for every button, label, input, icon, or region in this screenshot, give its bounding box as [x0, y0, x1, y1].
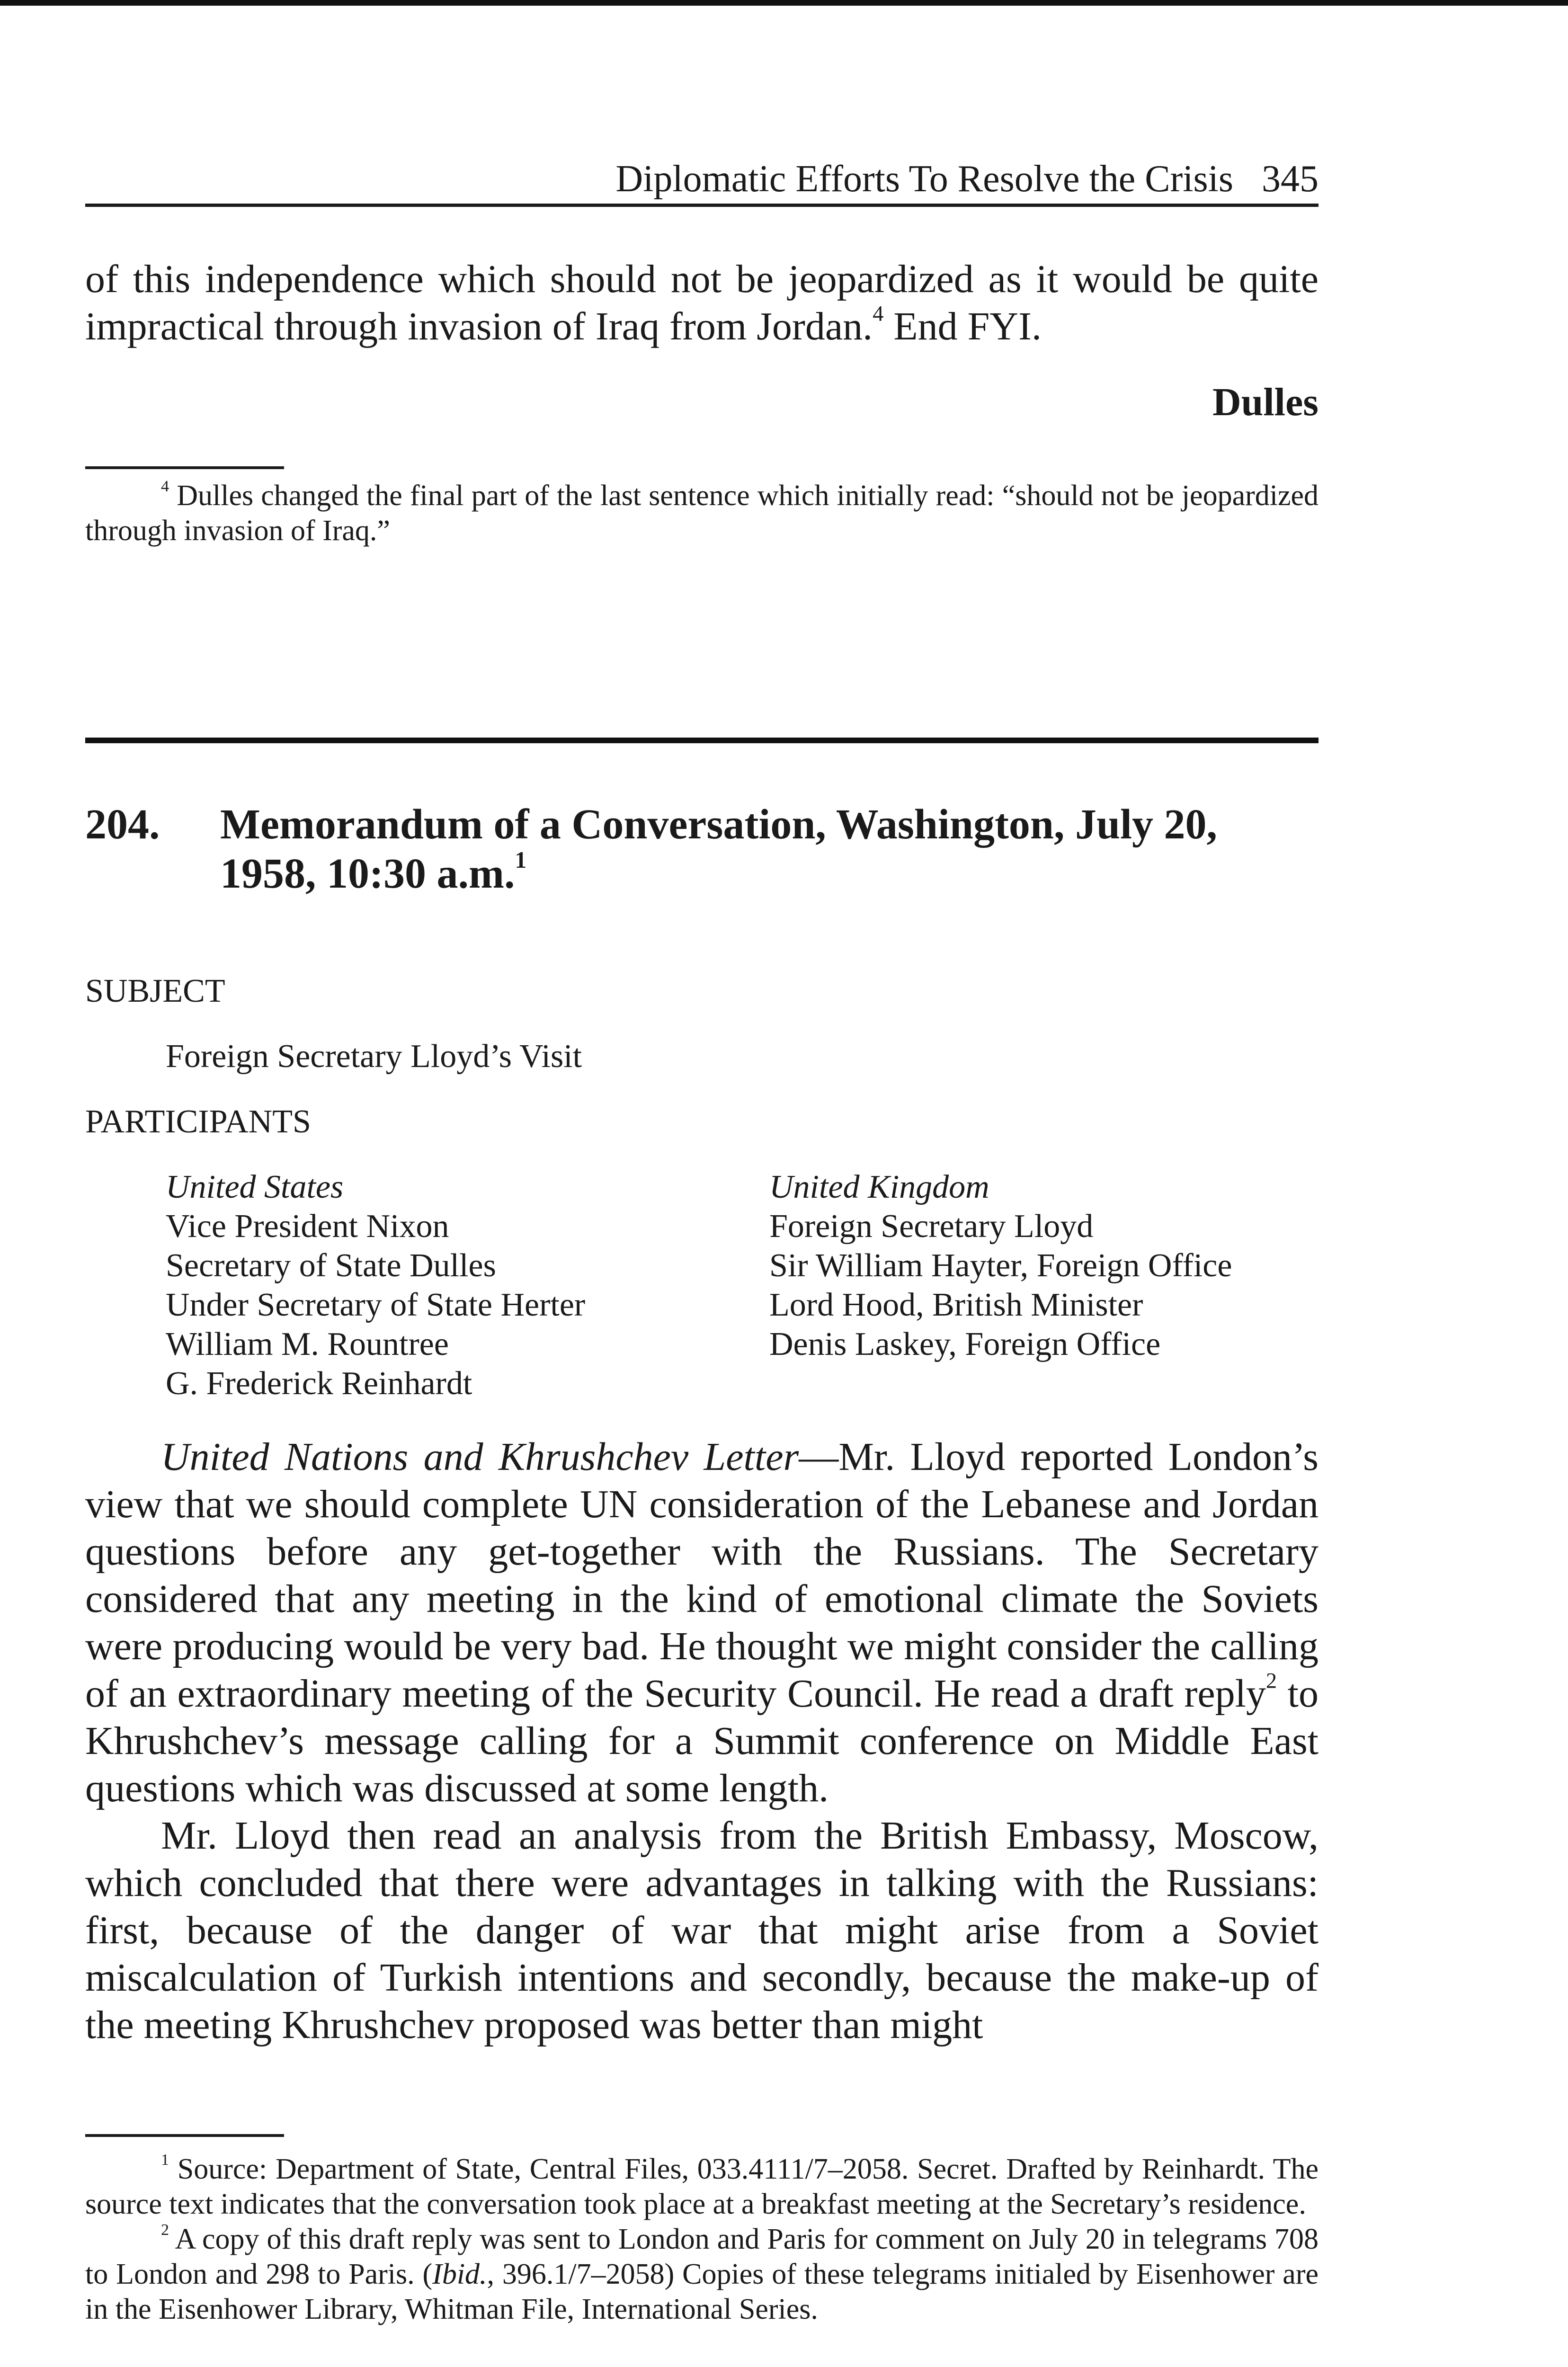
- participants-label: PARTICIPANTS: [85, 1103, 311, 1140]
- participants-uk: [769, 1167, 1232, 1403]
- participant: Lord Hood, British Minister: [769, 1287, 1143, 1323]
- participants-us: [166, 1167, 769, 1403]
- document-heading: [85, 800, 1319, 899]
- participants-list: [166, 1167, 1319, 1403]
- document-title: Memorandum of a Conversation, Washington, July 20, 1958, 10:30 a.m.: [220, 801, 1218, 897]
- signature-dulles: Dulles: [1212, 380, 1319, 424]
- paragraph-1-part-a: —Mr. Lloyd reported London’s view that we should complete UN consideration of the Lebanese and Jordan questions before any get-together with the Russians. The Secretary considered that any meeting in the kind of emotional climate the Soviets were producing would be very bad. He thought we might consider the calling of an extraordinary meeting of the Security Council. He read a draft reply: [85, 1435, 1319, 1716]
- participant: Secretary of State Dulles: [166, 1247, 496, 1284]
- footnote-2-ibid: Ibid.: [432, 2258, 487, 2290]
- footnote-rule-top: [85, 466, 284, 469]
- end-fyi: End FYI.: [883, 304, 1042, 348]
- title-footnote-ref: 1: [515, 846, 527, 873]
- participant: Foreign Secretary Lloyd: [769, 1208, 1094, 1245]
- footnote-ref-2: 2: [1265, 1668, 1277, 1693]
- footnote-2-mark: 2: [161, 2221, 169, 2239]
- participant: Sir William Hayter, Foreign Office: [769, 1247, 1232, 1284]
- footnote-ref-4: 4: [873, 301, 884, 326]
- participant: William M. Rountree: [166, 1326, 449, 1362]
- subject-label: SUBJECT: [85, 973, 225, 1009]
- continued-text-body: of this independence which should not be jeopardized as it would be quite impractical through invasion of Iraq from Jordan.: [85, 257, 1319, 348]
- page-number: 345: [1262, 158, 1319, 200]
- footnote-4: [85, 478, 1319, 548]
- us-heading: United States: [166, 1169, 344, 1205]
- paragraph-1-part-b: to Khrushchev’s message calling for a Summit conference on Middle East questions which was discussed at some length.: [85, 1672, 1319, 1810]
- running-head: [85, 156, 1319, 207]
- participant: Under Secretary of State Herter: [166, 1287, 586, 1323]
- continued-text: [85, 256, 1319, 350]
- running-head-title: Diplomatic Efforts To Resolve the Crisis: [615, 158, 1233, 200]
- continued-paragraph: [85, 256, 1319, 350]
- footnote-1-mark: 1: [161, 2151, 169, 2169]
- subject-text: Foreign Secretary Lloyd’s Visit: [166, 1038, 582, 1075]
- paragraph-british-analysis: Mr. Lloyd then read an analysis from the British Embassy, Moscow, which concluded that there were advantages in talking with the Russians: first, because of the danger of war that might arise from a Soviet miscalculation of Turkish intentions and secondly, because the make-up of the meeting Khrushchev proposed was better than might: [85, 1814, 1319, 2047]
- footnote-1-body: Source: Department of State, Central Files, 033.4111/7–2058. Secret. Drafted by Reinhardt. The source text indicates that the conversation took place at a breakfast meeting at the Secretary’s residence.: [85, 2153, 1319, 2220]
- participant: Denis Laskey, Foreign Office: [769, 1326, 1161, 1362]
- uk-heading: United Kingdom: [769, 1169, 989, 1205]
- footnote-4-text: [85, 478, 1319, 548]
- footnote-4-mark: 4: [161, 478, 169, 496]
- footnote-rule-bottom: [85, 2134, 284, 2137]
- bottom-footnotes: [85, 2152, 1319, 2327]
- participant: Vice President Nixon: [166, 1208, 449, 1245]
- footnote-2: [85, 2222, 1319, 2327]
- footnote-2-part-b: , 396.1/7–2058) Copies of these telegrams initialed by Eisenhower are in the Eisenhower Library, Whitman File, International Series.: [85, 2258, 1319, 2325]
- footnote-1: [85, 2152, 1319, 2222]
- memorandum-body: [85, 1433, 1319, 2049]
- paragraph-un-khrushchev: [85, 1433, 1319, 1812]
- scan-top-edge: [0, 0, 1568, 6]
- footnote-2-part-a: A copy of this draft reply was sent to London and Paris for comment on July 20 in telegrams 708 to London and 298 to Paris. (: [85, 2223, 1319, 2290]
- document-number: 204.: [85, 801, 160, 848]
- document-title-wrap: [220, 800, 1319, 899]
- topic-heading: United Nations and Khrushchev Letter: [161, 1435, 799, 1479]
- section-divider: [85, 738, 1319, 743]
- footnote-4-body: Dulles changed the final part of the last sentence which initially read: “should not be jeopardized through invasion of Iraq.”: [85, 480, 1319, 547]
- participant: G. Frederick Reinhardt: [166, 1365, 472, 1402]
